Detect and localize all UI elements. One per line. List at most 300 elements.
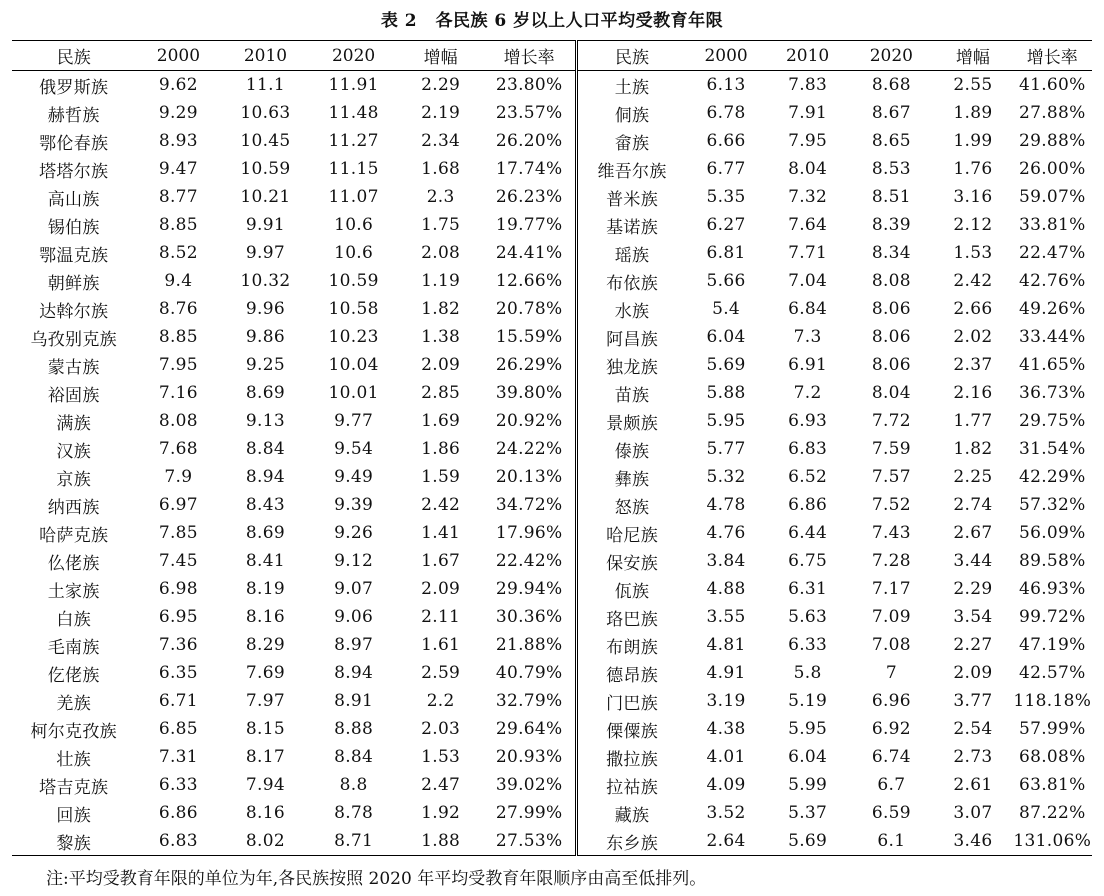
- table-row: [12, 71, 1092, 100]
- left-increase-cell: 1.59: [421, 467, 461, 487]
- right-year-2000-cell: 4.78: [706, 495, 746, 515]
- left-ethnic-group-cell: 赫哲族: [47, 105, 100, 126]
- left-ethnic-group-cell: 塔吉克族: [39, 777, 109, 798]
- table-row: [12, 99, 1092, 127]
- left-increase-cell: 1.92: [421, 803, 461, 823]
- left-growth-rate-cell: 23.57%: [495, 103, 563, 123]
- right-ethnic-group-cell: 基诺族: [576, 211, 686, 239]
- right-year-2000-cell: 2.64: [706, 831, 746, 851]
- right-year-2020-cell: 8.51: [871, 187, 911, 207]
- right-year-2000-cell: 4.01: [706, 747, 746, 767]
- right-year-2000-cell: 4.91: [706, 663, 746, 683]
- left-year-2000-cell: 9.29: [158, 103, 198, 123]
- left-year-2000-cell: 6.83: [158, 831, 198, 851]
- right-year-2020-cell: 8.34: [871, 243, 911, 263]
- left-year-2020-cell: 11.15: [328, 159, 379, 179]
- col-header-growth-right: 增长率: [1013, 41, 1092, 71]
- right-year-2000-cell: 5.88: [706, 383, 746, 403]
- right-year-2000-cell: 6.27: [706, 215, 746, 235]
- left-year-2020-cell: 8.8: [339, 775, 368, 795]
- left-increase-cell: 2.11: [421, 607, 461, 627]
- right-year-2020-cell: 8.06: [871, 299, 911, 319]
- left-increase-cell: 2.2: [426, 691, 455, 711]
- col-header-2000-left: 2000: [135, 41, 221, 71]
- table-row: [12, 547, 1092, 575]
- left-increase-cell: 2.3: [426, 187, 455, 207]
- right-ethnic-group-cell: 土族: [576, 71, 686, 100]
- right-increase-cell: 2.55: [953, 75, 993, 95]
- right-year-2020-cell: 8.65: [871, 131, 911, 151]
- left-increase-cell: 2.09: [421, 579, 461, 599]
- left-year-2000-cell: 8.52: [158, 243, 198, 263]
- right-year-2000-cell: 5.35: [706, 187, 746, 207]
- right-increase-cell: 2.66: [953, 299, 993, 319]
- right-year-2000-cell: 4.81: [706, 635, 746, 655]
- left-year-2000-cell: 7.9: [164, 467, 193, 487]
- left-year-2010-cell: 11.1: [245, 75, 285, 95]
- left-year-2000-cell: 8.85: [158, 215, 198, 235]
- left-ethnic-group-cell: 乌孜别克族: [30, 329, 117, 350]
- left-ethnic-group-cell: 俄罗斯族: [39, 77, 109, 98]
- right-increase-cell: 1.53: [953, 243, 993, 263]
- right-ethnic-group-cell: 怒族: [576, 491, 686, 519]
- right-year-2000-cell: 6.78: [706, 103, 746, 123]
- left-year-2010-cell: 9.91: [245, 215, 285, 235]
- right-increase-cell: 2.27: [953, 635, 993, 655]
- table-row: [12, 211, 1092, 239]
- left-year-2000-cell: 8.08: [158, 411, 198, 431]
- left-increase-cell: 1.19: [421, 271, 461, 291]
- table-row: [12, 519, 1092, 547]
- table-row: [12, 771, 1092, 799]
- right-year-2020-cell: 7.09: [871, 607, 911, 627]
- right-growth-rate-cell: 41.65%: [1018, 355, 1086, 375]
- col-header-2010-left: 2010: [221, 41, 309, 71]
- left-growth-rate-cell: 17.96%: [495, 523, 563, 543]
- left-increase-cell: 1.75: [421, 215, 461, 235]
- left-year-2020-cell: 10.01: [328, 383, 379, 403]
- left-growth-rate-cell: 17.74%: [495, 159, 563, 179]
- left-year-2020-cell: 9.12: [334, 551, 374, 571]
- right-year-2000-cell: 3.84: [706, 551, 746, 571]
- col-header-increase-left: 增幅: [398, 41, 484, 71]
- left-year-2020-cell: 9.39: [334, 495, 374, 515]
- right-year-2000-cell: 5.77: [706, 439, 746, 459]
- left-growth-rate-cell: 19.77%: [495, 215, 563, 235]
- left-growth-rate-cell: 23.80%: [495, 75, 563, 95]
- left-year-2020-cell: 11.48: [328, 103, 379, 123]
- right-year-2000-cell: 3.52: [706, 803, 746, 823]
- right-ethnic-group-cell: 佤族: [576, 575, 686, 603]
- right-ethnic-group-cell: 布依族: [576, 267, 686, 295]
- col-header-growth-left: 增长率: [484, 41, 577, 71]
- left-growth-rate-cell: 20.13%: [495, 467, 563, 487]
- left-increase-cell: 2.09: [421, 355, 461, 375]
- right-year-2020-cell: 8.39: [871, 215, 911, 235]
- left-year-2000-cell: 6.97: [158, 495, 198, 515]
- left-year-2010-cell: 8.43: [245, 495, 285, 515]
- left-increase-cell: 2.08: [421, 243, 461, 263]
- right-increase-cell: 2.37: [953, 355, 993, 375]
- left-growth-rate-cell: 12.66%: [495, 271, 563, 291]
- left-growth-rate-cell: 21.88%: [495, 635, 563, 655]
- right-increase-cell: 3.54: [953, 607, 993, 627]
- right-growth-rate-cell: 42.29%: [1018, 467, 1086, 487]
- left-year-2010-cell: 8.19: [245, 579, 285, 599]
- table-row: [12, 463, 1092, 491]
- left-year-2000-cell: 9.62: [158, 75, 198, 95]
- left-growth-rate-cell: 24.41%: [495, 243, 563, 263]
- right-year-2000-cell: 5.95: [706, 411, 746, 431]
- right-year-2020-cell: 7.52: [871, 495, 911, 515]
- left-year-2010-cell: 8.94: [245, 467, 285, 487]
- right-year-2020-cell: 8.04: [871, 383, 911, 403]
- left-ethnic-group-cell: 高山族: [47, 189, 100, 210]
- left-increase-cell: 2.42: [421, 495, 461, 515]
- right-year-2010-cell: 5.63: [788, 607, 828, 627]
- right-ethnic-group-cell: 布朗族: [576, 631, 686, 659]
- right-year-2010-cell: 6.33: [788, 635, 828, 655]
- left-increase-cell: 2.29: [421, 75, 461, 95]
- right-year-2010-cell: 7.71: [788, 243, 828, 263]
- table-row: [12, 183, 1092, 211]
- left-year-2020-cell: 9.77: [334, 411, 374, 431]
- left-year-2020-cell: 9.26: [334, 523, 374, 543]
- table-row: [12, 491, 1092, 519]
- right-ethnic-group-cell: 畲族: [576, 127, 686, 155]
- right-growth-rate-cell: 68.08%: [1018, 747, 1086, 767]
- right-growth-rate-cell: 42.76%: [1018, 271, 1086, 291]
- table-row: [12, 267, 1092, 295]
- right-growth-rate-cell: 63.81%: [1018, 775, 1086, 795]
- left-ethnic-group-cell: 毛南族: [47, 637, 100, 658]
- table-row: [12, 687, 1092, 715]
- right-year-2010-cell: 6.31: [788, 579, 828, 599]
- left-ethnic-group-cell: 哈萨克族: [39, 525, 109, 546]
- right-ethnic-group-cell: 德昂族: [576, 659, 686, 687]
- right-increase-cell: 2.12: [953, 215, 993, 235]
- right-year-2010-cell: 5.37: [788, 803, 828, 823]
- right-growth-rate-cell: 27.88%: [1018, 103, 1086, 123]
- left-growth-rate-cell: 32.79%: [495, 691, 563, 711]
- right-increase-cell: 2.67: [953, 523, 993, 543]
- table-row: [12, 407, 1092, 435]
- right-year-2020-cell: 8.08: [871, 271, 911, 291]
- right-year-2000-cell: 6.04: [706, 327, 746, 347]
- table-body: [12, 71, 1092, 856]
- left-ethnic-group-cell: 蒙古族: [47, 357, 100, 378]
- left-year-2000-cell: 7.45: [158, 551, 198, 571]
- left-growth-rate-cell: 40.79%: [495, 663, 563, 683]
- table-row: [12, 603, 1092, 631]
- right-growth-rate-cell: 47.19%: [1018, 635, 1086, 655]
- left-increase-cell: 2.03: [421, 719, 461, 739]
- right-ethnic-group-cell: 普米族: [576, 183, 686, 211]
- right-ethnic-group-cell: 门巴族: [576, 687, 686, 715]
- left-year-2020-cell: 8.91: [334, 691, 374, 711]
- left-growth-rate-cell: 20.92%: [495, 411, 563, 431]
- right-year-2020-cell: 7.17: [871, 579, 911, 599]
- right-year-2010-cell: 7.95: [788, 131, 828, 151]
- right-year-2000-cell: 5.32: [706, 467, 746, 487]
- col-header-2000-right: 2000: [686, 41, 765, 71]
- right-year-2010-cell: 7.2: [793, 383, 822, 403]
- left-year-2010-cell: 10.45: [240, 131, 291, 151]
- right-year-2020-cell: 6.59: [871, 803, 911, 823]
- left-year-2020-cell: 8.78: [334, 803, 374, 823]
- left-ethnic-group-cell: 羌族: [56, 693, 92, 714]
- right-year-2010-cell: 7.32: [788, 187, 828, 207]
- left-increase-cell: 2.47: [421, 775, 461, 795]
- left-year-2010-cell: 8.84: [245, 439, 285, 459]
- right-growth-rate-cell: 41.60%: [1018, 75, 1086, 95]
- right-ethnic-group-cell: 珞巴族: [576, 603, 686, 631]
- left-year-2020-cell: 10.6: [334, 243, 374, 263]
- left-year-2010-cell: 10.59: [240, 159, 291, 179]
- left-increase-cell: 1.41: [421, 523, 461, 543]
- right-increase-cell: 3.77: [953, 691, 993, 711]
- left-year-2000-cell: 6.98: [158, 579, 198, 599]
- left-ethnic-group-cell: 鄂温克族: [39, 245, 109, 266]
- left-growth-rate-cell: 30.36%: [495, 607, 563, 627]
- right-growth-rate-cell: 87.22%: [1018, 803, 1086, 823]
- left-year-2020-cell: 9.54: [334, 439, 374, 459]
- left-increase-cell: 1.88: [421, 831, 461, 851]
- right-growth-rate-cell: 33.44%: [1018, 327, 1086, 347]
- left-increase-cell: 1.69: [421, 411, 461, 431]
- table-row: [12, 827, 1092, 856]
- right-year-2010-cell: 7.04: [788, 271, 828, 291]
- left-year-2000-cell: 6.33: [158, 775, 198, 795]
- left-year-2000-cell: 6.95: [158, 607, 198, 627]
- right-year-2010-cell: 6.93: [788, 411, 828, 431]
- right-year-2010-cell: 6.04: [788, 747, 828, 767]
- right-increase-cell: 2.73: [953, 747, 993, 767]
- right-growth-rate-cell: 33.81%: [1018, 215, 1086, 235]
- left-increase-cell: 1.82: [421, 299, 461, 319]
- right-growth-rate-cell: 99.72%: [1018, 607, 1086, 627]
- left-year-2000-cell: 8.76: [158, 299, 198, 319]
- left-growth-rate-cell: 29.94%: [495, 579, 563, 599]
- table-row: [12, 127, 1092, 155]
- left-increase-cell: 1.68: [421, 159, 461, 179]
- right-increase-cell: 3.16: [953, 187, 993, 207]
- right-growth-rate-cell: 29.88%: [1018, 131, 1086, 151]
- col-header-increase-right: 增幅: [933, 41, 1012, 71]
- table-row: [12, 575, 1092, 603]
- right-ethnic-group-cell: 傈僳族: [576, 715, 686, 743]
- right-year-2010-cell: 7.83: [788, 75, 828, 95]
- right-growth-rate-cell: 57.32%: [1018, 495, 1086, 515]
- right-growth-rate-cell: 26.00%: [1018, 159, 1086, 179]
- right-year-2020-cell: 8.53: [871, 159, 911, 179]
- left-year-2020-cell: 10.59: [328, 271, 379, 291]
- right-year-2010-cell: 8.04: [788, 159, 828, 179]
- right-year-2000-cell: 4.38: [706, 719, 746, 739]
- left-ethnic-group-cell: 仫佬族: [47, 553, 100, 574]
- right-year-2020-cell: 6.7: [877, 775, 906, 795]
- right-growth-rate-cell: 131.06%: [1013, 831, 1092, 851]
- right-year-2000-cell: 4.76: [706, 523, 746, 543]
- left-year-2010-cell: 9.86: [245, 327, 285, 347]
- left-year-2020-cell: 11.91: [328, 75, 379, 95]
- left-year-2020-cell: 8.94: [334, 663, 374, 683]
- right-year-2020-cell: 7: [885, 663, 897, 683]
- right-year-2020-cell: 7.28: [871, 551, 911, 571]
- right-year-2020-cell: 6.1: [877, 831, 906, 851]
- right-year-2010-cell: 7.91: [788, 103, 828, 123]
- left-ethnic-group-cell: 回族: [56, 805, 92, 826]
- left-year-2020-cell: 10.58: [328, 299, 379, 319]
- right-year-2010-cell: 6.44: [788, 523, 828, 543]
- right-ethnic-group-cell: 苗族: [576, 379, 686, 407]
- right-year-2010-cell: 6.84: [788, 299, 828, 319]
- right-ethnic-group-cell: 傣族: [576, 435, 686, 463]
- table-row: [12, 155, 1092, 183]
- right-year-2000-cell: 3.19: [706, 691, 746, 711]
- left-increase-cell: 1.53: [421, 747, 461, 767]
- left-year-2000-cell: 7.31: [158, 747, 198, 767]
- left-growth-rate-cell: 20.78%: [495, 299, 563, 319]
- right-ethnic-group-cell: 阿昌族: [576, 323, 686, 351]
- right-ethnic-group-cell: 东乡族: [576, 827, 686, 856]
- left-year-2020-cell: 10.6: [334, 215, 374, 235]
- right-year-2000-cell: 6.66: [706, 131, 746, 151]
- left-year-2000-cell: 7.95: [158, 355, 198, 375]
- right-growth-rate-cell: 49.26%: [1018, 299, 1086, 319]
- right-growth-rate-cell: 59.07%: [1018, 187, 1086, 207]
- right-year-2020-cell: 7.57: [871, 467, 911, 487]
- right-year-2010-cell: 5.69: [788, 831, 828, 851]
- right-ethnic-group-cell: 哈尼族: [576, 519, 686, 547]
- left-year-2010-cell: 8.16: [245, 803, 285, 823]
- left-year-2000-cell: 6.35: [158, 663, 198, 683]
- left-year-2010-cell: 8.16: [245, 607, 285, 627]
- right-year-2010-cell: 7.3: [793, 327, 822, 347]
- left-year-2020-cell: 8.88: [334, 719, 374, 739]
- right-growth-rate-cell: 31.54%: [1018, 439, 1086, 459]
- right-year-2000-cell: 4.09: [706, 775, 746, 795]
- right-year-2020-cell: 7.59: [871, 439, 911, 459]
- left-year-2000-cell: 8.93: [158, 131, 198, 151]
- right-increase-cell: 1.99: [953, 131, 993, 151]
- left-ethnic-group-cell: 汉族: [56, 441, 92, 462]
- left-year-2020-cell: 8.84: [334, 747, 374, 767]
- left-growth-rate-cell: 22.42%: [495, 551, 563, 571]
- left-year-2010-cell: 8.02: [245, 831, 285, 851]
- right-ethnic-group-cell: 独龙族: [576, 351, 686, 379]
- left-ethnic-group-cell: 白族: [56, 609, 92, 630]
- left-year-2020-cell: 10.04: [328, 355, 379, 375]
- education-table: [12, 40, 1092, 856]
- left-year-2000-cell: 7.36: [158, 635, 198, 655]
- right-ethnic-group-cell: 彝族: [576, 463, 686, 491]
- right-year-2020-cell: 7.72: [871, 411, 911, 431]
- right-ethnic-group-cell: 维吾尔族: [576, 155, 686, 183]
- right-growth-rate-cell: 36.73%: [1018, 383, 1086, 403]
- left-year-2010-cell: 7.94: [245, 775, 285, 795]
- left-growth-rate-cell: 39.02%: [495, 775, 563, 795]
- table-row: [12, 743, 1092, 771]
- right-year-2000-cell: 5.4: [712, 299, 741, 319]
- left-ethnic-group-cell: 鄂伦春族: [39, 133, 109, 154]
- right-increase-cell: 1.89: [953, 103, 993, 123]
- right-year-2020-cell: 6.96: [871, 691, 911, 711]
- right-year-2000-cell: 6.81: [706, 243, 746, 263]
- right-increase-cell: 3.44: [953, 551, 993, 571]
- left-growth-rate-cell: 20.93%: [495, 747, 563, 767]
- table-note: 注:平均受教育年限的单位为年,各民族按照 2020 年平均受教育年限顺序由高至低排列。: [46, 869, 707, 889]
- table-caption: [0, 6, 1104, 31]
- right-year-2010-cell: 5.99: [788, 775, 828, 795]
- table-number: 表 2: [380, 11, 418, 31]
- left-year-2010-cell: 8.15: [245, 719, 285, 739]
- col-header-ethnic-right: 民族: [576, 41, 686, 71]
- table-row: [12, 239, 1092, 267]
- col-header-2020-left: 2020: [310, 41, 398, 71]
- right-year-2020-cell: 8.68: [871, 75, 911, 95]
- left-increase-cell: 1.61: [421, 635, 461, 655]
- left-year-2010-cell: 10.63: [240, 103, 291, 123]
- left-year-2020-cell: 11.07: [328, 187, 379, 207]
- left-ethnic-group-cell: 京族: [56, 469, 92, 490]
- left-increase-cell: 2.85: [421, 383, 461, 403]
- right-year-2000-cell: 3.55: [706, 607, 746, 627]
- left-ethnic-group-cell: 土家族: [47, 581, 100, 602]
- left-year-2010-cell: 10.21: [240, 187, 291, 207]
- right-ethnic-group-cell: 水族: [576, 295, 686, 323]
- left-year-2010-cell: 8.69: [245, 383, 285, 403]
- left-year-2000-cell: 8.85: [158, 327, 198, 347]
- left-year-2010-cell: 9.13: [245, 411, 285, 431]
- right-growth-rate-cell: 22.47%: [1018, 243, 1086, 263]
- right-growth-rate-cell: 29.75%: [1018, 411, 1086, 431]
- left-growth-rate-cell: 24.22%: [495, 439, 563, 459]
- right-year-2010-cell: 6.91: [788, 355, 828, 375]
- right-growth-rate-cell: 42.57%: [1018, 663, 1086, 683]
- left-year-2020-cell: 11.27: [328, 131, 379, 151]
- left-year-2010-cell: 8.69: [245, 523, 285, 543]
- right-year-2020-cell: 6.74: [871, 747, 911, 767]
- right-ethnic-group-cell: 撒拉族: [576, 743, 686, 771]
- left-growth-rate-cell: 27.99%: [495, 803, 563, 823]
- right-ethnic-group-cell: 藏族: [576, 799, 686, 827]
- left-ethnic-group-cell: 壮族: [56, 749, 92, 770]
- left-increase-cell: 2.34: [421, 131, 461, 151]
- left-year-2020-cell: 8.97: [334, 635, 374, 655]
- right-year-2020-cell: 7.43: [871, 523, 911, 543]
- right-increase-cell: 2.54: [953, 719, 993, 739]
- left-year-2010-cell: 9.96: [245, 299, 285, 319]
- right-increase-cell: 2.09: [953, 663, 993, 683]
- right-increase-cell: 1.82: [953, 439, 993, 459]
- right-growth-rate-cell: 56.09%: [1018, 523, 1086, 543]
- right-year-2000-cell: 4.88: [706, 579, 746, 599]
- table-row: [12, 659, 1092, 687]
- col-header-2020-right: 2020: [850, 41, 934, 71]
- left-ethnic-group-cell: 锡伯族: [47, 217, 100, 238]
- right-increase-cell: 2.29: [953, 579, 993, 599]
- right-increase-cell: 3.07: [953, 803, 993, 823]
- right-ethnic-group-cell: 景颇族: [576, 407, 686, 435]
- right-ethnic-group-cell: 瑶族: [576, 239, 686, 267]
- right-year-2020-cell: 8.06: [871, 355, 911, 375]
- table-row: [12, 715, 1092, 743]
- left-year-2000-cell: 6.86: [158, 803, 198, 823]
- left-increase-cell: 2.59: [421, 663, 461, 683]
- table-row: [12, 323, 1092, 351]
- table-row: [12, 435, 1092, 463]
